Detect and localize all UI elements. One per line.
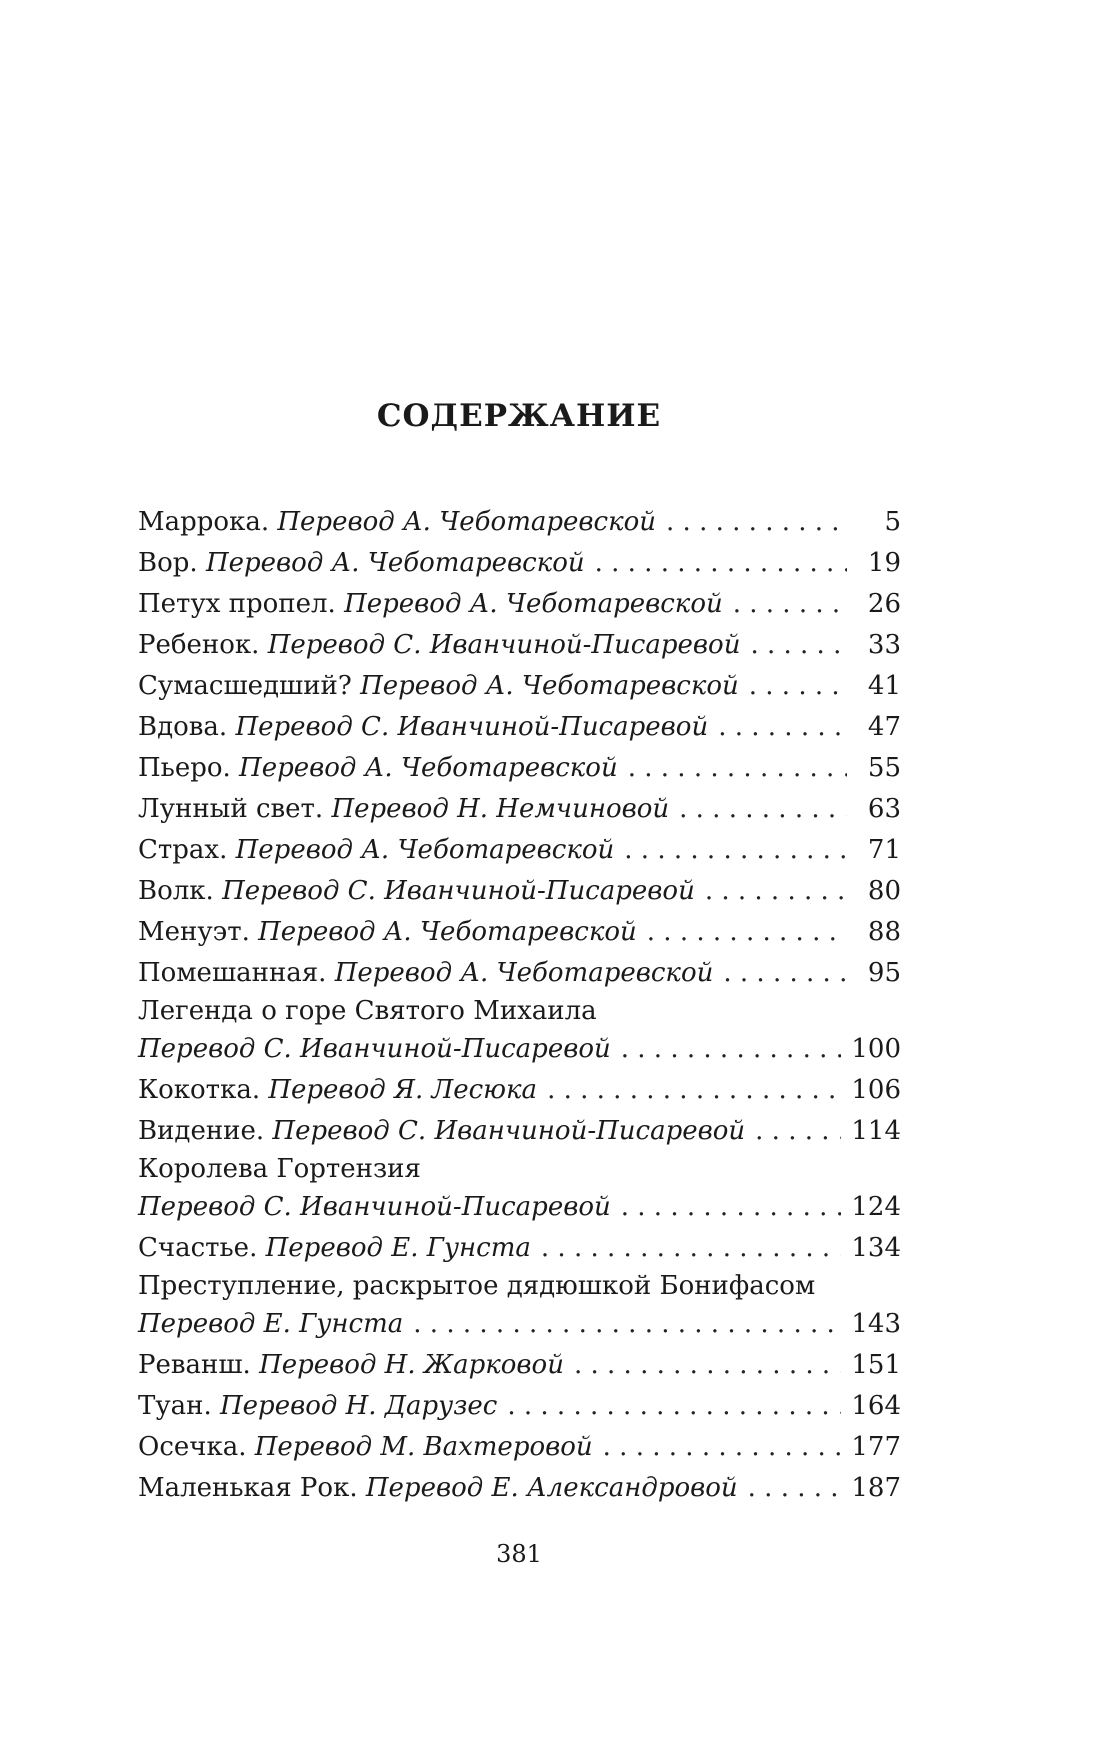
title-separator bbox=[358, 1468, 366, 1509]
toc-page-number: 88 bbox=[867, 917, 901, 947]
toc-page-number: 63 bbox=[867, 794, 901, 824]
toc-entry-line bbox=[138, 502, 901, 543]
dot-leader bbox=[679, 789, 847, 830]
translator-credit: Перевод М. Вахтеровой bbox=[254, 1432, 593, 1462]
dot-leader bbox=[666, 502, 847, 543]
toc-entry-line bbox=[138, 1427, 901, 1468]
translator-credit: Перевод С. Иванчиной-Писаревой bbox=[235, 712, 709, 742]
translator-credit: Перевод А. Чеботаревской bbox=[334, 958, 714, 988]
toc-entry-title-line bbox=[138, 994, 901, 1029]
story-title: Кокотка. bbox=[138, 1075, 261, 1105]
dot-leader bbox=[413, 1304, 841, 1345]
toc-page-number: 19 bbox=[867, 548, 901, 578]
toc-page-number: 47 bbox=[867, 712, 901, 742]
story-title: Ребенок. bbox=[138, 630, 260, 660]
story-title: Вор. bbox=[138, 548, 198, 578]
toc-entry bbox=[138, 1345, 901, 1386]
dot-leader bbox=[723, 953, 847, 994]
translator-credit: Перевод С. Иванчиной-Писаревой bbox=[138, 1192, 611, 1222]
toc-entry-line bbox=[138, 543, 901, 584]
dot-leader bbox=[603, 1427, 842, 1468]
dot-leader bbox=[547, 1070, 841, 1111]
toc-entry-line bbox=[138, 584, 901, 625]
toc-entry-line bbox=[138, 912, 901, 953]
dot-leader bbox=[574, 1345, 841, 1386]
toc-page-number: 106 bbox=[851, 1075, 901, 1105]
story-title: Сумасшедший? bbox=[138, 671, 352, 701]
toc-page-number: 5 bbox=[884, 507, 901, 537]
toc-page-number: 164 bbox=[851, 1391, 901, 1421]
dot-leader bbox=[621, 1029, 842, 1070]
translator-credit: Перевод С. Иванчиной-Писаревой bbox=[138, 1034, 611, 1064]
dot-leader bbox=[748, 1468, 842, 1509]
page-title: СОДЕРЖАНИЕ bbox=[376, 398, 662, 434]
toc-page-number: 177 bbox=[851, 1432, 901, 1462]
toc-entry-line bbox=[138, 1187, 901, 1228]
story-title: Счастье. bbox=[138, 1233, 258, 1263]
toc-entry bbox=[138, 871, 901, 912]
story-title: Страх. bbox=[138, 835, 228, 865]
toc-entry bbox=[138, 1111, 901, 1152]
translator-credit: Перевод А. Чеботаревской bbox=[258, 917, 637, 947]
toc-entry bbox=[138, 994, 901, 1070]
toc-entry bbox=[138, 1468, 901, 1509]
translator-credit: Перевод Е. Гунста bbox=[138, 1309, 404, 1339]
dot-leader bbox=[595, 543, 847, 584]
toc-page-number: 55 bbox=[867, 753, 901, 783]
title-separator bbox=[198, 543, 206, 584]
toc-page-number: 134 bbox=[851, 1233, 901, 1263]
toc-page-number: 100 bbox=[851, 1034, 901, 1064]
toc-page-number: 143 bbox=[851, 1309, 901, 1339]
story-title: Пьеро. bbox=[138, 753, 231, 783]
story-title: Маррока. bbox=[138, 507, 270, 537]
dot-leader bbox=[718, 707, 847, 748]
story-title: Туан. bbox=[138, 1391, 212, 1421]
story-title: Помешанная. bbox=[138, 958, 327, 988]
table-of-contents bbox=[138, 502, 901, 1509]
translator-credit: Перевод С. Иванчиной-Писаревой bbox=[222, 876, 695, 906]
translator-credit: Перевод С. Иванчиной-Писаревой bbox=[272, 1116, 746, 1146]
page-number: 381 bbox=[496, 1540, 542, 1568]
toc-entry bbox=[138, 625, 901, 666]
title-separator bbox=[336, 584, 344, 625]
dot-leader bbox=[541, 1228, 841, 1269]
toc-page-number: 80 bbox=[867, 876, 901, 906]
toc-entry-title-line bbox=[138, 1152, 901, 1187]
toc-entry-line bbox=[138, 830, 901, 871]
translator-credit: Перевод Н. Дарузес bbox=[220, 1391, 498, 1421]
dot-leader bbox=[624, 830, 847, 871]
toc-entry-line bbox=[138, 666, 901, 707]
dot-leader bbox=[647, 912, 847, 953]
toc-page-number: 41 bbox=[867, 671, 901, 701]
story-title: Преступление, раскрытое дядюшкой Бонифасом bbox=[138, 1271, 816, 1301]
title-separator bbox=[251, 1345, 259, 1386]
toc-entry bbox=[138, 543, 901, 584]
toc-entry-title-line bbox=[138, 1269, 901, 1304]
toc-page-number: 151 bbox=[851, 1350, 901, 1380]
toc-entry bbox=[138, 1386, 901, 1427]
toc-entry-line bbox=[138, 789, 901, 830]
story-title: Вдова. bbox=[138, 712, 228, 742]
story-title: Реванш. bbox=[138, 1350, 251, 1380]
toc-entry-line bbox=[138, 1304, 901, 1345]
toc-entry-line bbox=[138, 1386, 901, 1427]
story-title: Видение. bbox=[138, 1116, 265, 1146]
toc-entry bbox=[138, 1427, 901, 1468]
dot-leader bbox=[750, 625, 847, 666]
translator-credit: Перевод Е. Гунста bbox=[265, 1233, 531, 1263]
story-title: Маленькая Рок. bbox=[138, 1473, 358, 1503]
toc-entry bbox=[138, 502, 901, 543]
title-separator bbox=[257, 1228, 265, 1269]
translator-credit: Перевод А. Чеботаревской bbox=[235, 835, 615, 865]
toc-entry bbox=[138, 748, 901, 789]
translator-credit: Перевод А. Чеботаревской bbox=[344, 589, 723, 619]
dot-leader bbox=[733, 584, 847, 625]
title-separator bbox=[326, 953, 334, 994]
title-separator bbox=[259, 625, 267, 666]
toc-page-number: 95 bbox=[867, 958, 901, 988]
translator-credit: Перевод А. Чеботаревской bbox=[239, 753, 618, 783]
title-separator bbox=[250, 912, 258, 953]
toc-entry bbox=[138, 707, 901, 748]
dot-leader bbox=[507, 1386, 841, 1427]
toc-entry bbox=[138, 1228, 901, 1269]
story-title: Осечка. bbox=[138, 1432, 247, 1462]
translator-credit: Перевод А. Чеботаревской bbox=[277, 507, 657, 537]
toc-entry bbox=[138, 1070, 901, 1111]
translator-credit: Перевод Н. Немчиновой bbox=[331, 794, 670, 824]
toc-entry-line bbox=[138, 953, 901, 994]
toc-entry bbox=[138, 1152, 901, 1228]
toc-entry-line bbox=[138, 1029, 901, 1070]
translator-credit: Перевод Я. Лесюка bbox=[268, 1075, 538, 1105]
toc-entry-line bbox=[138, 1345, 901, 1386]
title-separator bbox=[352, 666, 360, 707]
translator-credit: Перевод Н. Жарковой bbox=[259, 1350, 564, 1380]
toc-entry bbox=[138, 1269, 901, 1345]
toc-entry-line bbox=[138, 1111, 901, 1152]
toc-page-number: 71 bbox=[867, 835, 901, 865]
toc-page-number: 124 bbox=[851, 1192, 901, 1222]
toc-entry bbox=[138, 953, 901, 994]
title-separator bbox=[214, 871, 222, 912]
toc-page-number: 33 bbox=[867, 630, 901, 660]
title-separator bbox=[246, 1427, 254, 1468]
toc-entry bbox=[138, 830, 901, 871]
story-title: Петух пропел. bbox=[138, 589, 336, 619]
story-title: Королева Гортензия bbox=[138, 1154, 421, 1184]
toc-entry bbox=[138, 789, 901, 830]
toc-entry-line bbox=[138, 1468, 901, 1509]
toc-entry-line bbox=[138, 748, 901, 789]
toc-entry-line bbox=[138, 1228, 901, 1269]
toc-entry bbox=[138, 584, 901, 625]
dot-leader bbox=[628, 748, 847, 789]
dot-leader bbox=[621, 1187, 842, 1228]
story-title: Менуэт. bbox=[138, 917, 250, 947]
toc-page-number: 187 bbox=[851, 1473, 901, 1503]
title-separator bbox=[212, 1386, 220, 1427]
toc-entry-line bbox=[138, 871, 901, 912]
dot-leader bbox=[749, 666, 847, 707]
title-separator bbox=[231, 748, 239, 789]
translator-credit: Перевод А. Чеботаревской bbox=[205, 548, 585, 578]
toc-page-number: 26 bbox=[867, 589, 901, 619]
toc-entry-line bbox=[138, 625, 901, 666]
toc-entry bbox=[138, 666, 901, 707]
story-title: Волк. bbox=[138, 876, 214, 906]
translator-credit: Перевод Е. Александровой bbox=[365, 1473, 738, 1503]
dot-leader bbox=[705, 871, 847, 912]
dot-leader bbox=[755, 1111, 841, 1152]
title-separator bbox=[227, 830, 235, 871]
toc-entry bbox=[138, 912, 901, 953]
toc-entry-line bbox=[138, 1070, 901, 1111]
translator-credit: Перевод А. Чеботаревской bbox=[360, 671, 739, 701]
story-title: Легенда о горе Святого Михаила bbox=[138, 996, 597, 1026]
toc-page-number: 114 bbox=[851, 1116, 901, 1146]
story-title: Лунный свет. bbox=[138, 794, 324, 824]
translator-credit: Перевод С. Иванчиной-Писаревой bbox=[267, 630, 741, 660]
toc-entry-line bbox=[138, 707, 901, 748]
